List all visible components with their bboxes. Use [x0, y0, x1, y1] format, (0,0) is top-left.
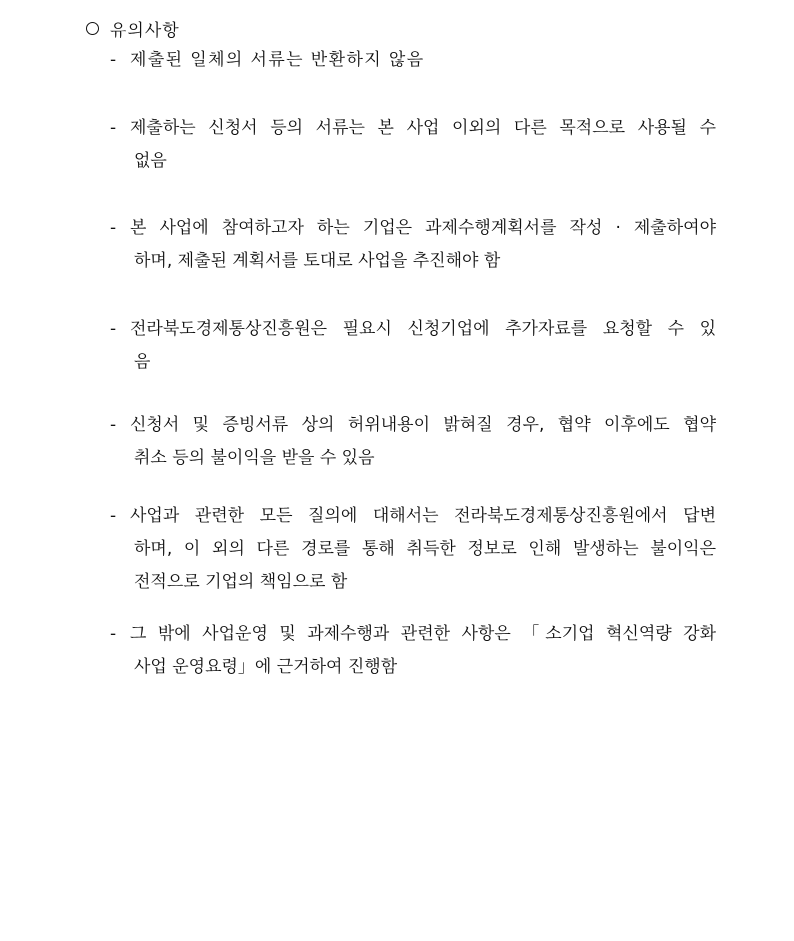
notice-line: 하며, 제출된 계획서를 토대로 사업을 추진해야 함: [134, 251, 501, 271]
notice-item-7: [110, 618, 716, 684]
dash-bullet: -: [110, 624, 117, 644]
notice-line: 사업과 관련한 모든 질의에 대해서는 전라북도경제통상진흥원에서 답변: [130, 506, 716, 526]
notice-line: 취소 등의 불이익을 받을 수 있음: [134, 448, 375, 468]
notice-item-2: [110, 112, 716, 178]
notice-line: 하며, 이 외의 다른 경로를 통해 취득한 정보로 인해 발생하는 불이익은: [134, 539, 716, 559]
section-title: 유의사항: [110, 20, 180, 41]
dash-bullet: -: [110, 415, 117, 435]
notice-item-5: [110, 409, 716, 475]
notice-line: 음: [134, 352, 151, 372]
circle-bullet-icon: [86, 22, 99, 35]
dash-bullet: -: [110, 218, 117, 238]
notice-line: 제출된 일체의 서류는 반환하지 않음: [130, 50, 425, 70]
dash-bullet: -: [110, 319, 117, 339]
dash-bullet: -: [110, 50, 117, 70]
notice-line: 신청서 및 증빙서류 상의 허위내용이 밝혀질 경우, 협약 이후에도 협약: [130, 415, 716, 435]
notice-line: 본 사업에 참여하고자 하는 기업은 과제수행계획서를 작성 · 제출하여야: [130, 218, 716, 238]
notice-line: 전라북도경제통상진흥원은 필요시 신청기업에 추가자료를 요청할 수 있: [130, 319, 716, 339]
notice-line: 그 밖에 사업운영 및 과제수행과 관련한 사항은 「소기업 혁신역량 강화: [130, 624, 716, 644]
notice-item-6: [110, 500, 716, 599]
notice-line: 사업 운영요령」에 근거하여 진행함: [134, 657, 398, 677]
dash-bullet: -: [110, 506, 117, 526]
notice-line: 없음: [134, 151, 167, 171]
dash-bullet: -: [110, 118, 117, 138]
notice-line: 제출하는 신청서 등의 서류는 본 사업 이외의 다른 목적으로 사용될 수: [130, 118, 716, 138]
notice-item-1: [110, 44, 716, 77]
notice-item-3: [110, 212, 716, 278]
section-heading: [86, 15, 180, 41]
notice-item-4: [110, 313, 716, 379]
notice-line: 전적으로 기업의 책임으로 함: [134, 572, 348, 592]
